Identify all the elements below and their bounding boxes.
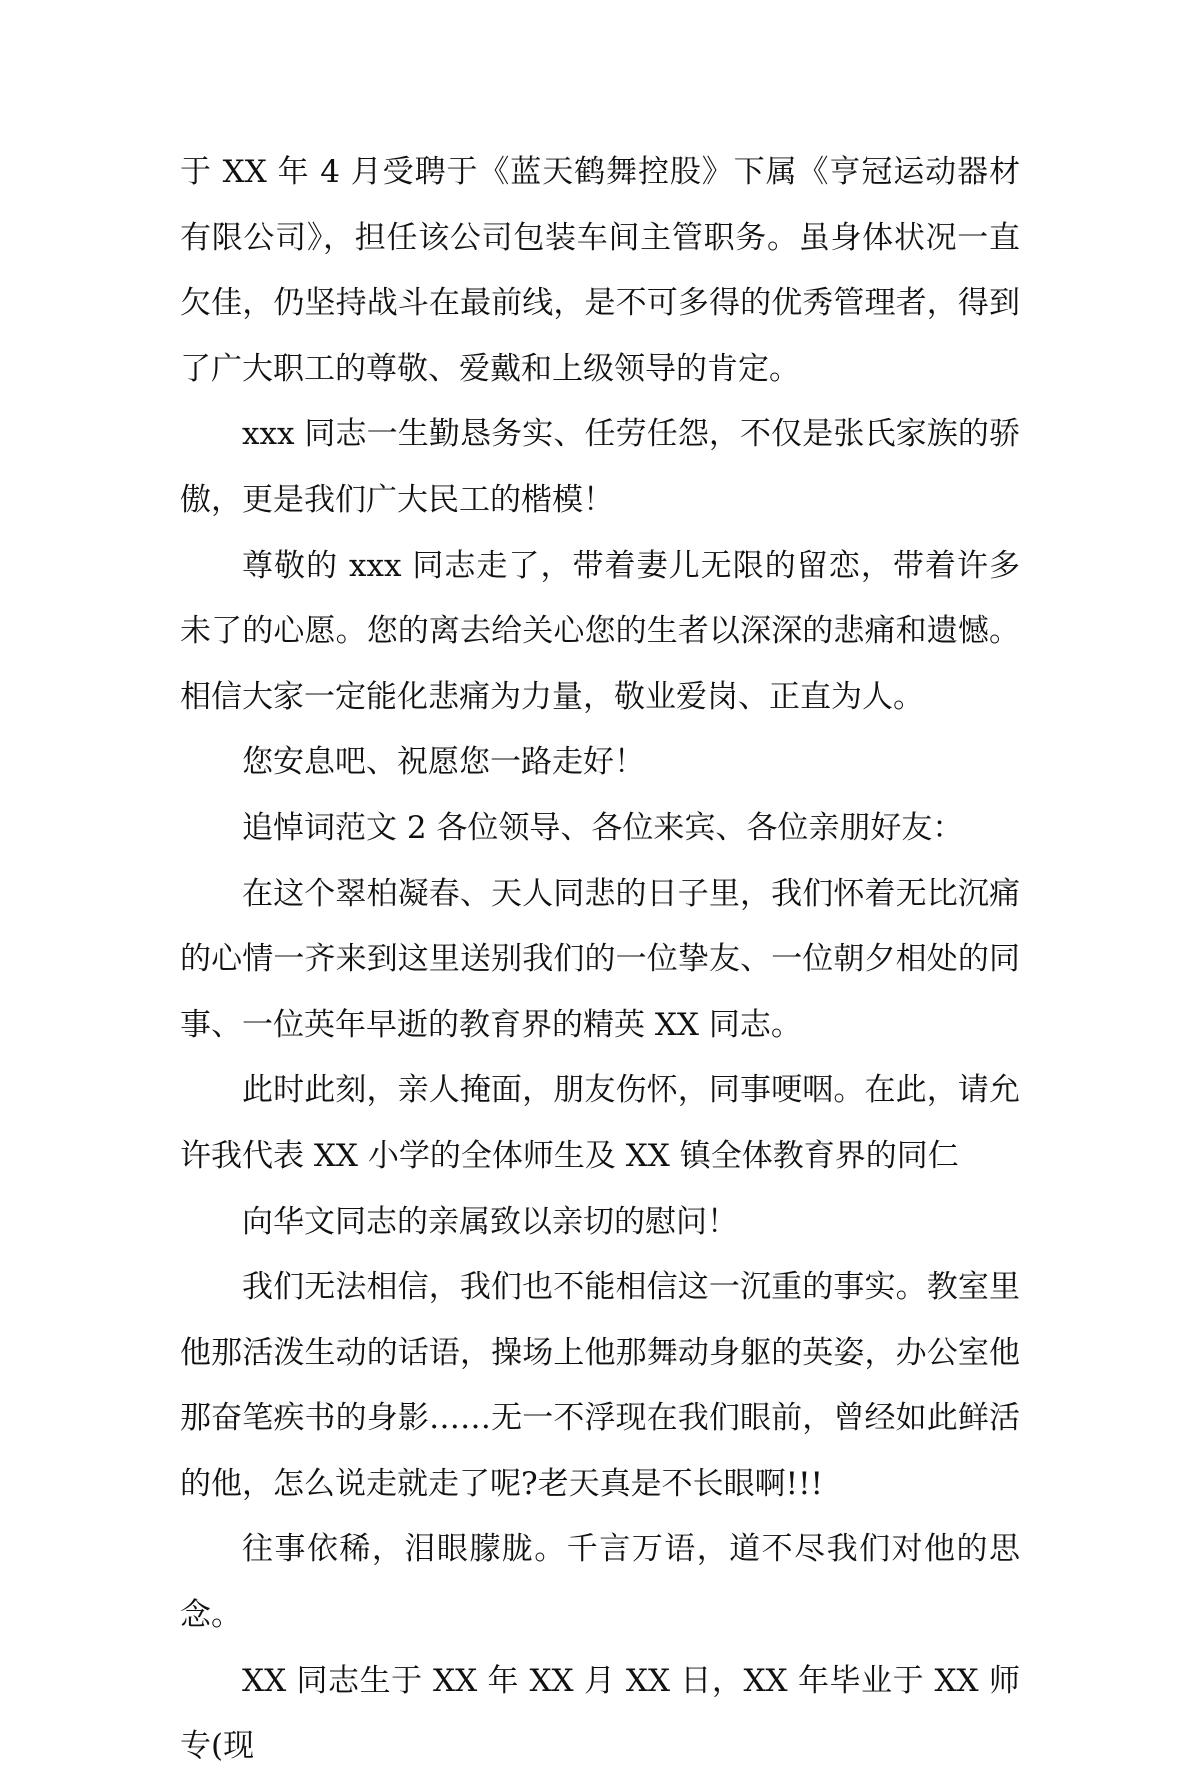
paragraph-farewell: 尊敬的 xxx 同志走了，带着妻儿无限的留恋，带着许多未了的心愿。您的离去给关心您的生者以深深的悲痛和遗憾。相信大家一定能化悲痛为力量，敬业爱岗、正直为人。 — [180, 547, 1020, 715]
paragraph-biography: XX 同志生于 XX 年 XX 月 XX 日，XX 年毕业于 XX 师专(现 — [180, 1662, 1020, 1765]
paragraph-this-moment: 此时此刻，亲人掩面，朋友伤怀，同事哽咽。在此，请允许我代表 XX 小学的全体师生及 XX 镇全体教育界的同仁 — [180, 1072, 1020, 1174]
document-body — [180, 140, 1020, 1780]
paragraph-employment: 于 XX 年 4 月受聘于《蓝天鹤舞控股》下属《亨冠运动器材有限公司》，担任该公司包装车间主管职务。虽身体状况一直欠佳，仍坚持战斗在最前线，是不可多得的优秀管理者，得到了广大职工的尊敬、爱戴和上级领导的肯定。 — [180, 154, 1020, 387]
paragraph-memories: 往事依稀，泪眼朦胧。千言万语，道不尽我们对他的思念。 — [180, 1531, 1020, 1634]
paragraph-eulogy-2-greeting: 追悼词范文 2 各位领导、各位来宾、各位亲朋好友： — [242, 809, 964, 846]
paragraph-condolences: 向华文同志的亲属致以亲切的慰问！ — [242, 1203, 738, 1240]
paragraph-mourning-day: 在这个翠柏凝春、天人同悲的日子里，我们怀着无比沉痛的心情一齐来到这里送别我们的一位挚友、一位朝夕相处的同事、一位英年早逝的教育界的精英 XX 同志。 — [180, 875, 1020, 1043]
paragraph-rest-in-peace: 您安息吧、祝愿您一路走好！ — [242, 744, 645, 781]
paragraph-disbelief: 我们无法相信，我们也不能相信这一沉重的事实。教室里他那活泼生动的话语，操场上他那舞动身躯的英姿，办公室他那奋笔疾书的身影……无一不浮现在我们眼前，曾经如此鲜活的他，怎么说走就走了呢?老天真是不长眼啊!!! — [180, 1269, 1020, 1502]
paragraph-character: xxx 同志一生勤恳务实、任劳任怨，不仅是张氏家族的骄傲，更是我们广大民工的楷模！ — [180, 416, 1020, 518]
